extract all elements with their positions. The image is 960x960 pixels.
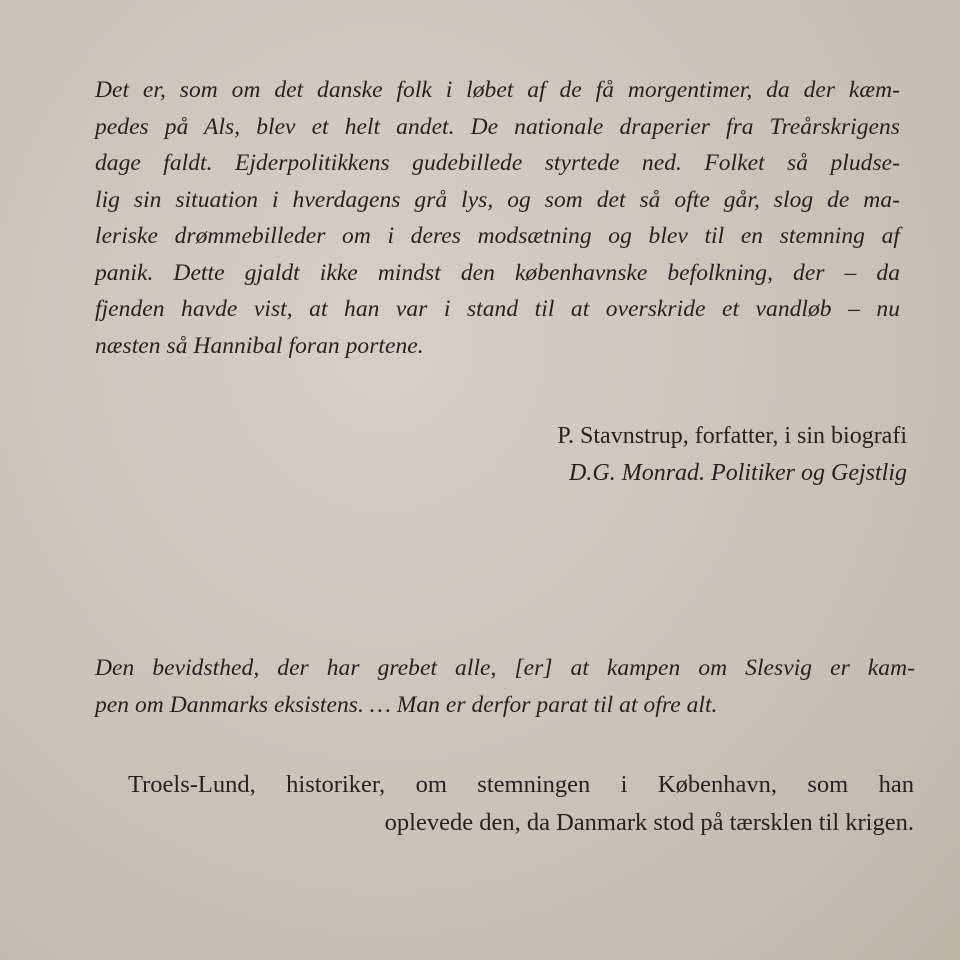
epigraph-attribution-1 <box>557 418 907 492</box>
epigraph-quote-1 <box>95 72 900 364</box>
quote-line: leriske drømmebilleder om i deres modsætning og blev til en stemning af <box>95 223 900 249</box>
quote-line: panik. Dette gjaldt ikke mindst den københavnske befolkning, der – da <box>95 259 900 286</box>
attribution-author: P. Stavnstrup, forfatter, i sin biografi <box>557 423 907 449</box>
quote-line: pen om Danmarks eksistens. … Man er derfor parat til at ofre alt. <box>95 691 718 718</box>
bleed-through-text <box>108 372 668 620</box>
epigraph-quote-2 <box>95 650 915 723</box>
quote-line: pedes på Als, blev et helt andet. De nationale draperier fra Treårskrigens <box>95 113 900 140</box>
attribution-source-title: D.G. Monrad. Politiker og Gejstlig <box>569 460 907 486</box>
quote-line: fjenden havde vist, at han var i stand til at overskride et vandløb – nu <box>95 296 900 322</box>
attribution-line: Troels-Lund, historiker, om stemningen i København, som han <box>128 771 914 798</box>
quote-line: Den bevidsthed, der har grebet alle, [er] at kampen om Slesvig er kam- <box>95 655 915 681</box>
epigraph-attribution-2 <box>128 766 914 842</box>
quote-line: Det er, som om det danske folk i løbet af de få morgentimer, da der kæm- <box>95 77 900 103</box>
attribution-line: oplevede den, da Danmark stod på tærsklen til krigen. <box>384 809 914 836</box>
quote-line: lig sin situation i hverdagens grå lys, og som det så ofte går, slog de ma- <box>95 186 900 213</box>
quote-line: dage faldt. Ejderpolitikkens gudebillede styrtede ned. Folket så pludse- <box>95 150 900 176</box>
quote-line: næsten så Hannibal foran portene. <box>95 332 424 359</box>
